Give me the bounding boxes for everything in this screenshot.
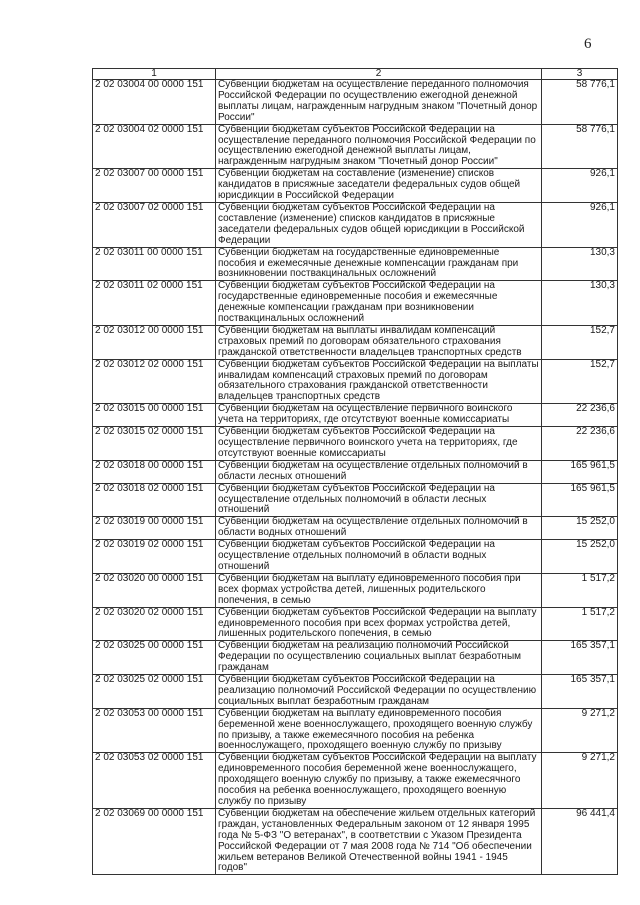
table-row [93, 517, 618, 540]
row-description: Субвенции бюджетам субъектов Российской Федерации на осуществление отдельных полномочий в области лесных отношений [216, 483, 542, 517]
row-amount: 165 961,5 [542, 460, 618, 483]
table-row [93, 607, 618, 641]
table-row [93, 460, 618, 483]
row-code: 2 02 03019 00 0000 151 [93, 517, 216, 540]
row-description: Субвенции бюджетам субъектов Российской Федерации на осуществление отдельных полномочий в области водных отношений [216, 540, 542, 574]
table-row [93, 708, 618, 753]
row-code: 2 02 03012 02 0000 151 [93, 359, 216, 404]
row-amount: 9 271,2 [542, 753, 618, 809]
row-code: 2 02 03025 00 0000 151 [93, 641, 216, 675]
row-amount: 9 271,2 [542, 708, 618, 753]
row-description: Субвенции бюджетам на выплату единовременного пособия беременной жене военнослужащего, проходящего военную службу по призыву, а также ежемесячного пособия на ребенка военнослужащего, проходящего военную службу по призыву [216, 708, 542, 753]
row-code: 2 02 03069 00 0000 151 [93, 808, 216, 874]
table-row [93, 202, 618, 247]
table-row [93, 325, 618, 359]
table-row [93, 169, 618, 203]
row-description: Субвенции бюджетам субъектов Российской Федерации на реализацию полномочий Российской Федерации по осуществлению социальных выплат безработным гражданам [216, 675, 542, 709]
column-header-description: 2 [216, 69, 542, 80]
row-code: 2 02 03018 00 0000 151 [93, 460, 216, 483]
row-code: 2 02 03004 02 0000 151 [93, 124, 216, 169]
table-row [93, 124, 618, 169]
row-code: 2 02 03007 00 0000 151 [93, 169, 216, 203]
row-description: Субвенции бюджетам на осуществление переданного полномочия Российской Федерации по осуществлению ежегодной денежной выплаты лицам, награжденным нагрудным знаком "Почетный донор России" [216, 80, 542, 125]
row-amount: 130,3 [542, 247, 618, 281]
row-code: 2 02 03004 00 0000 151 [93, 80, 216, 125]
table-row [93, 540, 618, 574]
row-code: 2 02 03053 02 0000 151 [93, 753, 216, 809]
table-row [93, 483, 618, 517]
row-amount: 926,1 [542, 202, 618, 247]
row-amount: 152,7 [542, 325, 618, 359]
row-description: Субвенции бюджетам на осуществление отдельных полномочий в области водных отношений [216, 517, 542, 540]
row-amount: 165 357,1 [542, 675, 618, 709]
table-row [93, 573, 618, 607]
row-code: 2 02 03015 02 0000 151 [93, 427, 216, 461]
row-amount: 926,1 [542, 169, 618, 203]
table-row [93, 808, 618, 874]
row-description: Субвенции бюджетам на обеспечение жильем отдельных категорий граждан, установленных Федеральным законом от 12 января 1995 года № 5-ФЗ "О ветеранах", в соответствии с Указом Президента Российской Федерации от 7 мая 2008 года № 714 "Об обеспечении жильем ветеранов Великой Отечественной войны 1941 - 1945 годов" [216, 808, 542, 874]
row-description: Субвенции бюджетам субъектов Российской Федерации на составление (изменение) списков кандидатов в присяжные заседатели федеральных судов общей юрисдикции в Российской Федерации [216, 202, 542, 247]
row-code: 2 02 03011 02 0000 151 [93, 281, 216, 326]
row-code: 2 02 03007 02 0000 151 [93, 202, 216, 247]
row-description: Субвенции бюджетам на государственные единовременные пособия и ежемесячные денежные компенсации гражданам при возникновении поствакцинальных осложнений [216, 247, 542, 281]
row-description: Субвенции бюджетам субъектов Российской Федерации на выплату единовременного пособия при всех формах устройства детей, лишенных родительского попечения, в семью [216, 607, 542, 641]
row-amount: 165 961,5 [542, 483, 618, 517]
row-amount: 22 236,6 [542, 427, 618, 461]
page-number: 6 [584, 36, 592, 52]
row-code: 2 02 03020 02 0000 151 [93, 607, 216, 641]
table-row [93, 404, 618, 427]
row-code: 2 02 03020 00 0000 151 [93, 573, 216, 607]
row-description: Субвенции бюджетам субъектов Российской Федерации на выплату единовременного пособия беременной жене военнослужащего, проходящего военную службу по призыву, а также ежемесячного пособия на ребенка военнослужащего, проходящего военную службу по призыву [216, 753, 542, 809]
table-header-row [93, 69, 618, 80]
table-row [93, 80, 618, 125]
row-amount: 15 252,0 [542, 540, 618, 574]
table-row [93, 427, 618, 461]
row-code: 2 02 03012 00 0000 151 [93, 325, 216, 359]
row-description: Субвенции бюджетам субъектов Российской Федерации на осуществление переданного полномочия Российской Федерации по осуществлению ежегодной денежной выплаты лицам, награжденным нагрудным знаком "Почетный донор России" [216, 124, 542, 169]
column-header-code: 1 [93, 69, 216, 80]
row-description: Субвенции бюджетам на осуществление отдельных полномочий в области лесных отношений [216, 460, 542, 483]
budget-table [92, 68, 618, 875]
row-description: Субвенции бюджетам на выплаты инвалидам компенсаций страховых премий по договорам обязательного страхования гражданской ответственности владельцев транспортных средств [216, 325, 542, 359]
row-description: Субвенции бюджетам субъектов Российской Федерации на государственные единовременные пособия и ежемесячные денежные компенсации гражданам при возникновении поствакцинальных осложнений [216, 281, 542, 326]
row-code: 2 02 03018 02 0000 151 [93, 483, 216, 517]
row-amount: 58 776,1 [542, 80, 618, 125]
table-row [93, 281, 618, 326]
row-amount: 152,7 [542, 359, 618, 404]
table-row [93, 359, 618, 404]
row-description: Субвенции бюджетам на составление (изменение) списков кандидатов в присяжные заседатели федеральных судов общей юрисдикции в Российской Федерации [216, 169, 542, 203]
row-code: 2 02 03015 00 0000 151 [93, 404, 216, 427]
row-code: 2 02 03025 02 0000 151 [93, 675, 216, 709]
row-amount: 58 776,1 [542, 124, 618, 169]
table-row [93, 247, 618, 281]
table-row [93, 675, 618, 709]
row-description: Субвенции бюджетам субъектов Российской Федерации на выплаты инвалидам компенсаций страховых премий по договорам обязательного страхования гражданской ответственности владельцев транспортных средств [216, 359, 542, 404]
row-description: Субвенции бюджетам субъектов Российской Федерации на осуществление первичного воинского учета на территориях, где отсутствуют военные комиссариаты [216, 427, 542, 461]
row-amount: 130,3 [542, 281, 618, 326]
table-row [93, 641, 618, 675]
row-description: Субвенции бюджетам на осуществление первичного воинского учета на территориях, где отсутствуют военные комиссариаты [216, 404, 542, 427]
row-amount: 15 252,0 [542, 517, 618, 540]
row-amount: 1 517,2 [542, 573, 618, 607]
row-code: 2 02 03011 00 0000 151 [93, 247, 216, 281]
row-amount: 1 517,2 [542, 607, 618, 641]
row-description: Субвенции бюджетам на выплату единовременного пособия при всех формах устройства детей, лишенных родительского попечения, в семью [216, 573, 542, 607]
row-amount: 96 441,4 [542, 808, 618, 874]
row-amount: 165 357,1 [542, 641, 618, 675]
row-code: 2 02 03019 02 0000 151 [93, 540, 216, 574]
row-code: 2 02 03053 00 0000 151 [93, 708, 216, 753]
column-header-amount: 3 [542, 69, 618, 80]
row-description: Субвенции бюджетам на реализацию полномочий Российской Федерации по осуществлению социальных выплат безработным гражданам [216, 641, 542, 675]
table-row [93, 753, 618, 809]
row-amount: 22 236,6 [542, 404, 618, 427]
